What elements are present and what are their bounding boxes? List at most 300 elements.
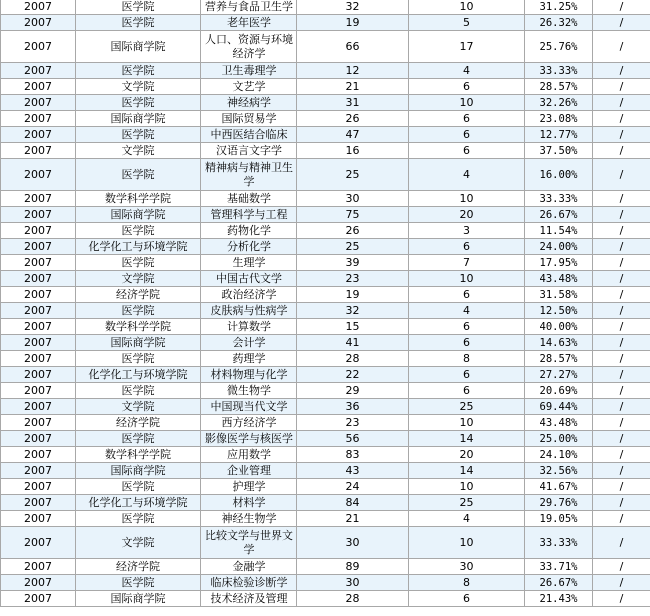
note-cell: / — [593, 223, 650, 239]
college-cell: 文学院 — [76, 79, 201, 95]
admitted-cell: 4 — [409, 511, 525, 527]
college-cell: 医学院 — [76, 303, 201, 319]
note-cell: / — [593, 191, 650, 207]
applicants-cell: 89 — [297, 559, 409, 575]
year-cell: 2007 — [1, 63, 76, 79]
applicants-cell: 21 — [297, 511, 409, 527]
year-cell: 2007 — [1, 559, 76, 575]
major-cell — [201, 319, 297, 335]
college-cell: 医学院 — [76, 575, 201, 591]
major-name: 神经病学 — [227, 95, 271, 109]
applicants-cell: 19 — [297, 287, 409, 303]
table-row — [1, 191, 650, 207]
college-cell: 数学科学学院 — [76, 191, 201, 207]
admitted-cell: 6 — [409, 79, 525, 95]
major-cell — [201, 95, 297, 111]
note-cell: / — [593, 463, 650, 479]
admitted-cell: 4 — [409, 303, 525, 319]
note-cell: / — [593, 63, 650, 79]
major-name: 文艺学 — [232, 79, 266, 93]
year-cell: 2007 — [1, 351, 76, 367]
rate-cell: 25.76% — [525, 31, 593, 63]
year-cell: 2007 — [1, 111, 76, 127]
rate-cell: 37.50% — [525, 143, 593, 159]
table-row — [1, 319, 650, 335]
major-cell — [201, 191, 297, 207]
admitted-cell: 8 — [409, 575, 525, 591]
major-name: 金融学 — [232, 559, 266, 573]
college-cell: 医学院 — [76, 431, 201, 447]
rate-cell: 31.25% — [525, 0, 593, 15]
major-name: 材料物理与化学 — [210, 367, 288, 381]
admitted-cell: 10 — [409, 95, 525, 111]
college-cell: 医学院 — [76, 479, 201, 495]
major-name: 卫生毒理学 — [221, 63, 277, 77]
applicants-cell: 21 — [297, 79, 409, 95]
applicants-cell: 30 — [297, 575, 409, 591]
major-name: 计算数学 — [227, 319, 271, 333]
major-cell — [201, 271, 297, 287]
note-cell: / — [593, 431, 650, 447]
table-row — [1, 95, 650, 111]
college-cell: 文学院 — [76, 399, 201, 415]
major-name: 分析化学 — [227, 239, 271, 253]
note-cell: / — [593, 143, 650, 159]
major-cell — [201, 31, 297, 63]
note-cell: / — [593, 111, 650, 127]
major-name: 比较文学与世界文学 — [205, 528, 293, 556]
applicants-cell: 75 — [297, 207, 409, 223]
year-cell: 2007 — [1, 415, 76, 431]
rate-cell: 28.57% — [525, 79, 593, 95]
major-cell — [201, 575, 297, 591]
applicants-cell: 32 — [297, 303, 409, 319]
table-row — [1, 223, 650, 239]
year-cell: 2007 — [1, 191, 76, 207]
note-cell: / — [593, 383, 650, 399]
rate-cell: 31.58% — [525, 287, 593, 303]
applicants-cell: 30 — [297, 527, 409, 559]
rate-cell: 33.33% — [525, 63, 593, 79]
college-cell: 化学化工与环境学院 — [76, 239, 201, 255]
applicants-cell: 56 — [297, 431, 409, 447]
rate-cell: 25.00% — [525, 431, 593, 447]
rate-cell: 69.44% — [525, 399, 593, 415]
year-cell: 2007 — [1, 287, 76, 303]
rate-cell: 16.00% — [525, 159, 593, 191]
admitted-cell: 6 — [409, 383, 525, 399]
table-row — [1, 0, 650, 15]
note-cell: / — [593, 559, 650, 575]
rate-cell: 28.57% — [525, 351, 593, 367]
year-cell: 2007 — [1, 271, 76, 287]
college-cell: 医学院 — [76, 95, 201, 111]
major-name: 药物化学 — [227, 223, 271, 237]
note-cell: / — [593, 31, 650, 63]
college-cell: 经济学院 — [76, 559, 201, 575]
note-cell: / — [593, 575, 650, 591]
table-row — [1, 111, 650, 127]
rate-cell: 14.63% — [525, 335, 593, 351]
rate-cell: 24.00% — [525, 239, 593, 255]
admitted-cell: 10 — [409, 191, 525, 207]
major-name: 临床检验诊断学 — [210, 575, 288, 589]
note-cell: / — [593, 511, 650, 527]
major-name: 老年医学 — [227, 15, 271, 29]
major-name: 国际贸易学 — [221, 111, 277, 125]
college-cell: 国际商学院 — [76, 207, 201, 223]
major-name: 中西医结合临床 — [210, 127, 288, 141]
rate-cell: 17.95% — [525, 255, 593, 271]
major-name: 皮肤病与性病学 — [210, 303, 288, 317]
major-name: 应用数学 — [227, 447, 271, 461]
admitted-cell: 14 — [409, 463, 525, 479]
year-cell: 2007 — [1, 319, 76, 335]
note-cell: / — [593, 255, 650, 271]
major-cell — [201, 143, 297, 159]
admitted-cell: 20 — [409, 207, 525, 223]
college-cell: 化学化工与环境学院 — [76, 495, 201, 511]
college-cell: 医学院 — [76, 15, 201, 31]
rate-cell: 26.67% — [525, 575, 593, 591]
major-cell — [201, 479, 297, 495]
applicants-cell: 24 — [297, 479, 409, 495]
college-cell: 国际商学院 — [76, 591, 201, 607]
major-cell — [201, 559, 297, 575]
rate-cell: 11.54% — [525, 223, 593, 239]
rate-cell: 23.08% — [525, 111, 593, 127]
applicants-cell: 22 — [297, 367, 409, 383]
admitted-cell: 10 — [409, 415, 525, 431]
table-row — [1, 127, 650, 143]
major-name: 护理学 — [232, 479, 266, 493]
table-row — [1, 255, 650, 271]
major-name: 汉语言文字学 — [216, 143, 282, 157]
rate-cell: 29.76% — [525, 495, 593, 511]
college-cell: 文学院 — [76, 527, 201, 559]
table-row — [1, 527, 650, 559]
major-cell — [201, 399, 297, 415]
admitted-cell: 5 — [409, 15, 525, 31]
major-cell — [201, 15, 297, 31]
admitted-cell: 30 — [409, 559, 525, 575]
year-cell: 2007 — [1, 223, 76, 239]
year-cell: 2007 — [1, 207, 76, 223]
year-cell: 2007 — [1, 0, 76, 15]
table-row — [1, 271, 650, 287]
college-cell: 医学院 — [76, 63, 201, 79]
major-cell — [201, 495, 297, 511]
applicants-cell: 83 — [297, 447, 409, 463]
college-cell: 数学科学学院 — [76, 447, 201, 463]
rate-cell: 33.33% — [525, 191, 593, 207]
rate-cell: 43.48% — [525, 271, 593, 287]
admitted-cell: 8 — [409, 351, 525, 367]
college-cell: 国际商学院 — [76, 463, 201, 479]
admitted-cell: 6 — [409, 127, 525, 143]
admitted-cell: 6 — [409, 287, 525, 303]
year-cell: 2007 — [1, 127, 76, 143]
rate-cell: 20.69% — [525, 383, 593, 399]
note-cell: / — [593, 479, 650, 495]
major-cell — [201, 159, 297, 191]
note-cell: / — [593, 367, 650, 383]
table-row — [1, 383, 650, 399]
major-cell — [201, 511, 297, 527]
year-cell: 2007 — [1, 511, 76, 527]
major-cell — [201, 207, 297, 223]
rate-cell: 40.00% — [525, 319, 593, 335]
table-row — [1, 463, 650, 479]
applicants-cell: 28 — [297, 591, 409, 607]
rate-cell: 32.26% — [525, 95, 593, 111]
year-cell: 2007 — [1, 575, 76, 591]
college-cell: 经济学院 — [76, 415, 201, 431]
rate-cell: 32.56% — [525, 463, 593, 479]
major-name: 政治经济学 — [221, 287, 277, 301]
year-cell: 2007 — [1, 79, 76, 95]
rate-cell: 27.27% — [525, 367, 593, 383]
applicants-cell: 25 — [297, 239, 409, 255]
table-row — [1, 479, 650, 495]
applicants-cell: 19 — [297, 15, 409, 31]
major-cell — [201, 591, 297, 607]
applicants-cell: 32 — [297, 0, 409, 15]
year-cell: 2007 — [1, 95, 76, 111]
table-row — [1, 159, 650, 191]
major-cell — [201, 383, 297, 399]
applicants-cell: 29 — [297, 383, 409, 399]
table-row — [1, 575, 650, 591]
admitted-cell: 4 — [409, 63, 525, 79]
college-cell: 数学科学学院 — [76, 319, 201, 335]
admitted-cell: 7 — [409, 255, 525, 271]
college-cell: 化学化工与环境学院 — [76, 367, 201, 383]
major-cell — [201, 447, 297, 463]
major-name: 技术经济及管理 — [210, 591, 288, 605]
table-row — [1, 63, 650, 79]
year-cell: 2007 — [1, 159, 76, 191]
year-cell: 2007 — [1, 463, 76, 479]
college-cell: 文学院 — [76, 143, 201, 159]
major-name: 影像医学与核医学 — [205, 431, 293, 445]
major-name: 中国古代文学 — [216, 271, 282, 285]
major-name: 管理科学与工程 — [210, 207, 288, 221]
table-row — [1, 495, 650, 511]
year-cell: 2007 — [1, 399, 76, 415]
year-cell: 2007 — [1, 239, 76, 255]
year-cell: 2007 — [1, 479, 76, 495]
major-name: 营养与食品卫生学 — [205, 0, 293, 13]
rate-cell: 33.71% — [525, 559, 593, 575]
admitted-cell: 10 — [409, 271, 525, 287]
year-cell: 2007 — [1, 31, 76, 63]
applicants-cell: 15 — [297, 319, 409, 335]
applicants-cell: 16 — [297, 143, 409, 159]
table-row — [1, 239, 650, 255]
major-cell — [201, 223, 297, 239]
admitted-cell: 25 — [409, 399, 525, 415]
admitted-cell: 17 — [409, 31, 525, 63]
applicants-cell: 39 — [297, 255, 409, 271]
table-row — [1, 591, 650, 607]
major-cell — [201, 79, 297, 95]
year-cell: 2007 — [1, 447, 76, 463]
year-cell: 2007 — [1, 527, 76, 559]
table-row — [1, 79, 650, 95]
admitted-cell: 14 — [409, 431, 525, 447]
table-row — [1, 431, 650, 447]
major-name: 材料学 — [232, 495, 266, 509]
table-row — [1, 15, 650, 31]
admitted-cell: 6 — [409, 111, 525, 127]
admitted-cell: 20 — [409, 447, 525, 463]
rate-cell: 26.32% — [525, 15, 593, 31]
year-cell: 2007 — [1, 495, 76, 511]
year-cell: 2007 — [1, 431, 76, 447]
note-cell: / — [593, 15, 650, 31]
applicants-cell: 31 — [297, 95, 409, 111]
rate-cell: 26.67% — [525, 207, 593, 223]
college-cell: 经济学院 — [76, 287, 201, 303]
applicants-cell: 66 — [297, 31, 409, 63]
table-row — [1, 287, 650, 303]
major-cell — [201, 463, 297, 479]
table-row — [1, 31, 650, 63]
college-cell: 医学院 — [76, 255, 201, 271]
major-name: 微生物学 — [227, 383, 271, 397]
college-cell: 医学院 — [76, 159, 201, 191]
college-cell: 医学院 — [76, 127, 201, 143]
rate-cell: 24.10% — [525, 447, 593, 463]
admitted-cell: 6 — [409, 591, 525, 607]
rate-cell: 43.48% — [525, 415, 593, 431]
note-cell: / — [593, 399, 650, 415]
college-cell: 医学院 — [76, 351, 201, 367]
college-cell: 医学院 — [76, 511, 201, 527]
rate-cell: 33.33% — [525, 527, 593, 559]
admitted-cell: 6 — [409, 239, 525, 255]
rate-cell: 12.50% — [525, 303, 593, 319]
note-cell: / — [593, 127, 650, 143]
major-cell — [201, 0, 297, 15]
note-cell: / — [593, 303, 650, 319]
college-cell: 医学院 — [76, 0, 201, 15]
year-cell: 2007 — [1, 591, 76, 607]
admitted-cell: 6 — [409, 335, 525, 351]
table-row — [1, 351, 650, 367]
applicants-cell: 30 — [297, 191, 409, 207]
major-name: 人口、资源与环境经济学 — [205, 32, 293, 60]
table-row — [1, 511, 650, 527]
table-row — [1, 399, 650, 415]
admitted-cell: 6 — [409, 367, 525, 383]
note-cell: / — [593, 207, 650, 223]
rate-cell: 41.67% — [525, 479, 593, 495]
table-body — [1, 0, 650, 607]
applicants-cell: 43 — [297, 463, 409, 479]
major-name: 基础数学 — [227, 191, 271, 205]
college-cell: 国际商学院 — [76, 335, 201, 351]
note-cell: / — [593, 239, 650, 255]
table-row — [1, 207, 650, 223]
major-cell — [201, 303, 297, 319]
rate-cell: 19.05% — [525, 511, 593, 527]
applicants-cell: 36 — [297, 399, 409, 415]
year-cell: 2007 — [1, 303, 76, 319]
admitted-cell: 10 — [409, 0, 525, 15]
note-cell: / — [593, 159, 650, 191]
table-row — [1, 559, 650, 575]
year-cell: 2007 — [1, 143, 76, 159]
table-row — [1, 415, 650, 431]
year-cell: 2007 — [1, 255, 76, 271]
major-cell — [201, 527, 297, 559]
note-cell: / — [593, 351, 650, 367]
year-cell: 2007 — [1, 367, 76, 383]
note-cell: / — [593, 335, 650, 351]
applicants-cell: 26 — [297, 111, 409, 127]
college-cell: 文学院 — [76, 271, 201, 287]
major-name: 中国现当代文学 — [210, 399, 288, 413]
admitted-cell: 6 — [409, 319, 525, 335]
table-row — [1, 335, 650, 351]
major-cell — [201, 287, 297, 303]
major-cell — [201, 127, 297, 143]
admitted-cell: 10 — [409, 527, 525, 559]
note-cell: / — [593, 287, 650, 303]
note-cell: / — [593, 591, 650, 607]
major-name: 药理学 — [232, 351, 266, 365]
major-cell — [201, 111, 297, 127]
rate-cell: 21.43% — [525, 591, 593, 607]
applicants-cell: 25 — [297, 159, 409, 191]
applicants-cell: 28 — [297, 351, 409, 367]
college-cell: 医学院 — [76, 223, 201, 239]
note-cell: / — [593, 271, 650, 287]
major-cell — [201, 415, 297, 431]
applicants-cell: 47 — [297, 127, 409, 143]
college-cell: 医学院 — [76, 383, 201, 399]
note-cell: / — [593, 0, 650, 15]
major-name: 精神病与精神卫生学 — [205, 160, 293, 188]
year-cell: 2007 — [1, 383, 76, 399]
major-cell — [201, 431, 297, 447]
major-name: 会计学 — [232, 335, 266, 349]
admitted-cell: 6 — [409, 143, 525, 159]
year-cell: 2007 — [1, 15, 76, 31]
admitted-cell: 4 — [409, 159, 525, 191]
note-cell: / — [593, 495, 650, 511]
rate-cell: 12.77% — [525, 127, 593, 143]
year-cell: 2007 — [1, 335, 76, 351]
applicants-cell: 26 — [297, 223, 409, 239]
major-name: 神经生物学 — [221, 511, 277, 525]
applicants-cell: 84 — [297, 495, 409, 511]
major-cell — [201, 63, 297, 79]
major-cell — [201, 255, 297, 271]
major-name: 企业管理 — [227, 463, 271, 477]
note-cell: / — [593, 447, 650, 463]
table-row — [1, 303, 650, 319]
applicants-cell: 41 — [297, 335, 409, 351]
applicants-cell: 23 — [297, 415, 409, 431]
table-row — [1, 367, 650, 383]
table-row — [1, 143, 650, 159]
admitted-cell: 10 — [409, 479, 525, 495]
major-name: 生理学 — [232, 255, 266, 269]
table-row — [1, 447, 650, 463]
